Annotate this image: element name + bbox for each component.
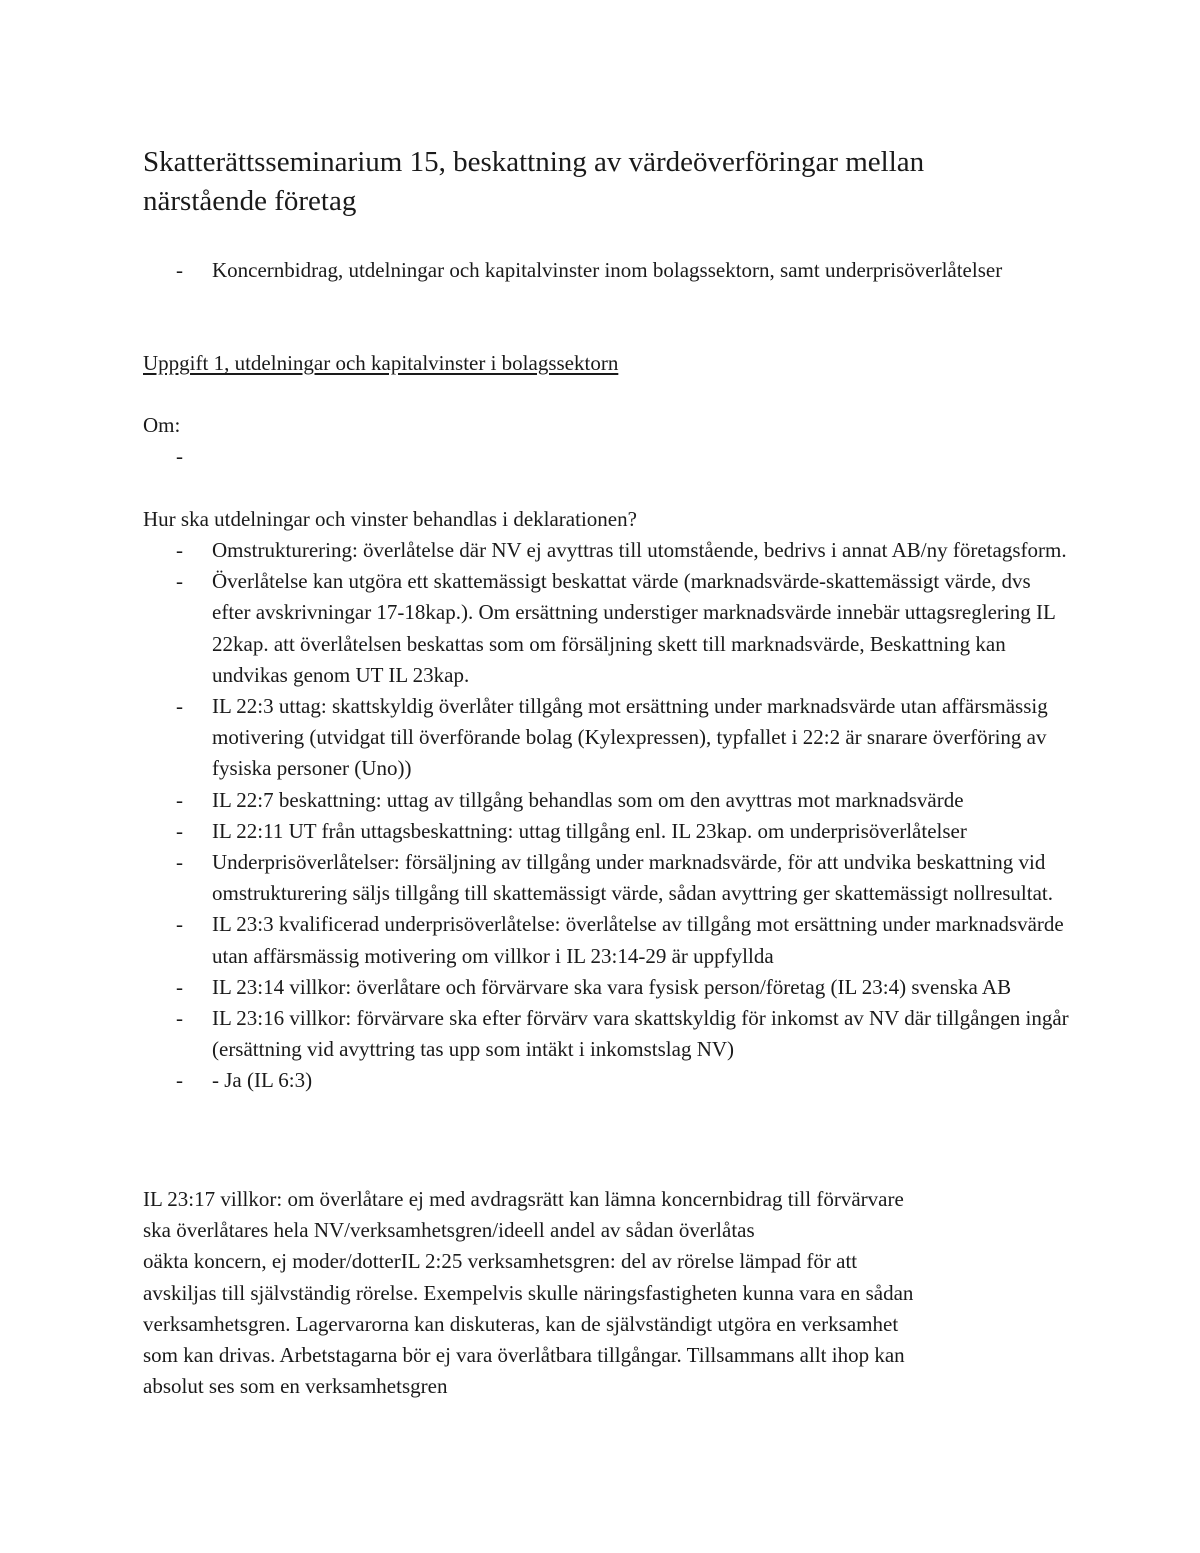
list-item xyxy=(143,1003,1073,1065)
list-item-text: IL 23:16 villkor: förvärvare ska efter förvärv vara skattskyldig för inkomst av NV där tillgången ingår (ersättning vid avyttring tas upp som intäkt i inkomstslag NV) xyxy=(212,1006,1069,1062)
bullet-dash: - xyxy=(176,258,183,282)
bullet-dash: - xyxy=(176,694,183,719)
list-item-text: Överlåtelse kan utgöra ett skattemässigt beskattat värde (marknadsvärde-skattemässigt värde, dvs efter avskrivningar 17-18kap.). Om ersättning understiger marknadsvärde innebär uttagsreglering IL 22kap. att överlåtelsen beskattas som om försäljning skett till marknadsvärde, Beskattning kan undvikas genom UT IL 23kap. xyxy=(212,569,1056,687)
bullet-dash: - xyxy=(176,1006,183,1031)
intro-list xyxy=(143,255,1043,286)
section-heading: Uppgift 1, utdelningar och kapitalvinster i bolagssektorn xyxy=(143,351,619,375)
list-item xyxy=(143,566,1073,691)
paragraph-line: som kan drivas. Arbetstagarna bör ej vara överlåtbara tillgångar. Tillsammans allt ihop kan xyxy=(143,1343,905,1368)
list-item xyxy=(143,691,1073,785)
bullet-dash: - xyxy=(176,818,183,843)
list-item xyxy=(143,847,1073,909)
list-item-text: IL 22:7 beskattning: uttag av tillgång behandlas som om den avyttras mot marknadsvärde xyxy=(212,787,964,812)
bullet-dash: - xyxy=(176,850,183,875)
paragraph-line: ska överlåtares hela NV/verksamhetsgren/ideell andel av sådan överlåtas xyxy=(143,1218,755,1243)
list-item xyxy=(143,441,1043,472)
paragraph-line: absolut ses som en verksamhetsgren xyxy=(143,1374,448,1399)
paragraph-line: verksamhetsgren. Lagervarorna kan diskuteras, kan de självständigt utgöra en verksamhet xyxy=(143,1311,899,1336)
list-item xyxy=(143,909,1073,971)
list-item-text: IL 22:3 uttag: skattskyldig överlåter tillgång mot ersättning under marknadsvärde utan affärsmässig motivering (utvidgat till överförande bolag (Kylexpressen), typfallet i 22:2 är snarare överföring av fysiska personer (Uno)) xyxy=(212,694,1048,781)
list-item-text: Omstrukturering: överlåtelse där NV ej avyttras till utomstående, bedrivs i annat AB/ny företagsform. xyxy=(212,538,1067,562)
om-list xyxy=(143,441,1043,472)
bullet-dash: - xyxy=(176,569,183,594)
om-label: Om: xyxy=(143,413,181,437)
list-item xyxy=(143,816,1073,847)
paragraph-line: oäkta koncern, ej moder/dotterIL 2:25 verksamhetsgren: del av rörelse lämpad för att xyxy=(143,1249,858,1274)
bullet-dash: - xyxy=(176,1068,183,1093)
list-item-text: IL 23:14 villkor: överlåtare och förvärvare ska vara fysisk person/företag (IL 23:4) svenska AB xyxy=(212,974,1012,999)
list-item-text: Underprisöverlåtelser: försäljning av tillgång under marknadsvärde, för att undvika beskattning vid omstrukturering säljs tillgång till skattemässigt värde, sådan avyttring ger skattemässigt nollresultat. xyxy=(212,850,1054,906)
list-item xyxy=(143,1065,1073,1096)
bullet-dash: - xyxy=(176,538,183,562)
list-item-text: IL 23:3 kvalificerad underprisöverlåtelse: överlåtelse av tillgång mot ersättning under marknadsvärde utan affärsmässig motivering om villkor i IL 23:14-29 är uppfyllda xyxy=(212,912,1064,968)
bullet-dash: - xyxy=(176,787,183,812)
list-item xyxy=(143,535,1073,566)
paragraph-line: avskiljas till självständig rörelse. Exempelvis skulle näringsfastigheten kunna vara en sådan xyxy=(143,1280,914,1305)
list-item-text: IL 22:11 UT från uttagsbeskattning: uttag tillgång enl. IL 23kap. om underprisöverlåtelser xyxy=(212,818,967,843)
closing-paragraph xyxy=(143,1184,1023,1402)
list-item-text: Koncernbidrag, utdelningar och kapitalvinster inom bolagssektorn, samt underprisöverlåtelser xyxy=(212,258,1003,282)
main-list xyxy=(143,535,1073,1097)
bullet-dash: - xyxy=(176,912,183,937)
list-item xyxy=(143,255,1043,286)
question-text: Hur ska utdelningar och vinster behandlas i deklarationen? xyxy=(143,507,637,531)
list-item xyxy=(143,972,1073,1003)
document-title: Skatterättsseminarium 15, beskattning av värdeöverföringar mellan närstående företag xyxy=(143,146,925,217)
paragraph-line: IL 23:17 villkor: om överlåtare ej med avdragsrätt kan lämna koncernbidrag till förvärvare xyxy=(143,1187,904,1211)
list-item-text: - Ja (IL 6:3) xyxy=(212,1068,313,1093)
list-item xyxy=(143,785,1073,816)
bullet-dash: - xyxy=(176,974,183,999)
bullet-dash: - xyxy=(176,444,183,468)
